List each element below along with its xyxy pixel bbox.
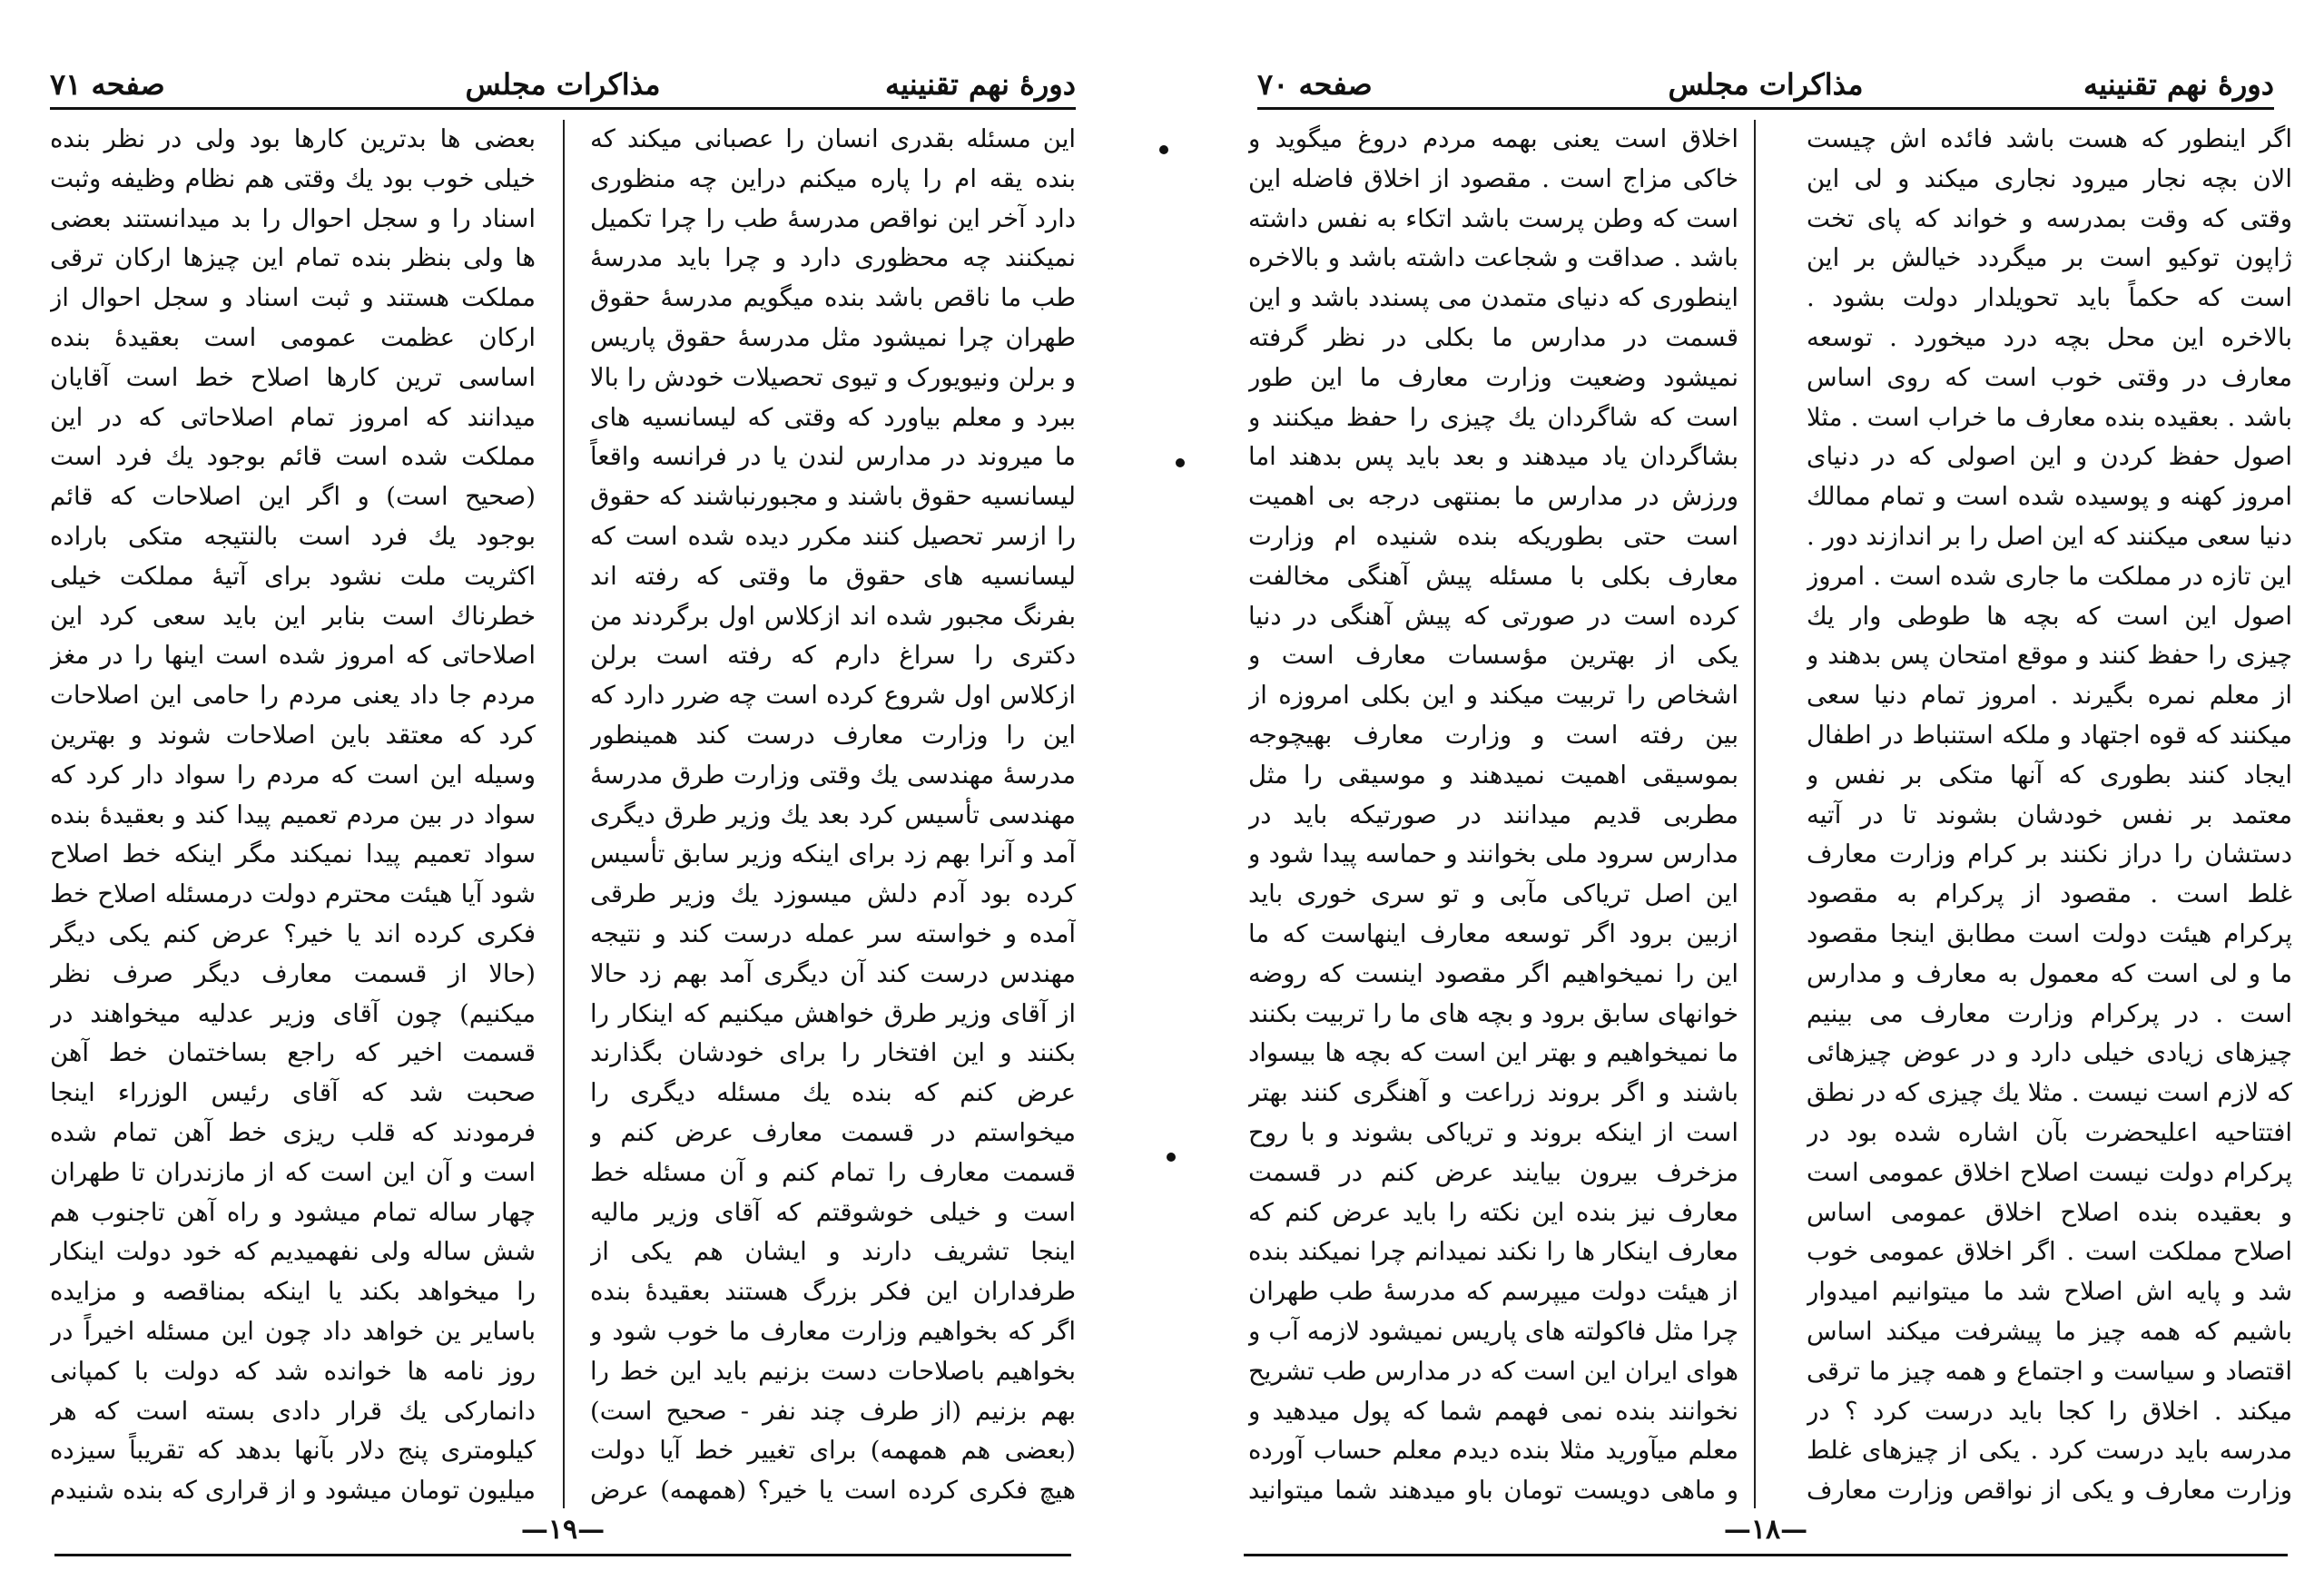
left-header-page-label: صفحه ۷۱ — [50, 67, 165, 102]
right-page-column-left — [1248, 120, 1738, 1508]
left-page-column-left — [50, 120, 536, 1508]
gutter-mark-lower — [1167, 1153, 1176, 1162]
book-gutter — [1139, 0, 1203, 1590]
right-page-column-left-text: اخلاق است یعنی بهمه مردم دروغ میگوید و خاکی مزاج است . مقصود از اخلاق فاضله این است که وطن پرست باشد اتکاء به نفس داشته باشد . صداقت و شجاعت داشته باشد و بالاخره اینطوری که دنیای متمدن می پسندد باشد و این قسمت در مدارس ما بکلی در نظر گرفته نمیشود وضعیت وزارت معارف ما این طور است که شاگردان یك چیزی را حفظ میکنند و بشاگردان یاد میدهند و بعد باید پس بدهند اما ورزش در مدارس ما بمنتهی درجه بی اهمیت است حتی بطوریکه بنده شنیده ام وزارت معارف بکلی با مسئله پیش آهنگی مخالفت کرده است در صورتی که پیش آهنگی در دنیا یکی از بهترین مؤسسات معارف است و اشخاص را تربیت میکند و این بکلی امروزه از بین رفته است و وزارت معارف بهیچوجه بموسیقی اهمیت نمیدهند و موسیقی را مثل مطربی قدیم میدانند در صورتیکه باید در مدارس سرود ملی بخوانند و حماسه پیدا شود و این اصل تریاکی مآبی و تو سری خوری باید ازبین برود اگر توسعه معارف اینهاست که ما این را نمیخواهیم اگر مقصود اینست که روضه خوانهای سابق برود و بچه های ما را تربیت بکنند ما نمیخواهیم و بهتر این است که بچه ها بیسواد باشند و اگر بروند زراعت و آهنگری کنند بهتر است از اینکه بروند و تریاکی بشوند و با روح مزخرف بیرون بیایند عرض کنم در قسمت معارف نیز بنده این نکته را باید عرض کنم که معارف اینکار ها را نکند نمیدانم چرا نمیکند بنده از هیئت دولت میپرسم که مدرسهٔ طب طهران چرا مثل فاکولته های پاریس نمیشود لازمه آب و هوای ایران این است که در مدارس طب تشریح نخوانند بنده نمی فهمم شما که پول میدهید و معلم میآورید مثلا بنده دیدم معلم حساب آورده و ماهی دویست تومان باو میدهند شما میتوانید — [1248, 124, 1738, 1506]
right-header-title: مذاکرات مجلس — [1668, 67, 1864, 102]
right-page-header — [1257, 62, 2274, 110]
left-page-column-left-text: بعضی ها بدترین کارها بود ولی در نظر بنده خیلی خوب بود یك وقتی هم نظام وظیفه وثبت اسناد را و سجل احوال را بد میدانستند بعضی ها ولی بنظر بنده تمام این چیزها ارکان ترقی مملکت هستند و ثبت اسناد و سجل احوال از ارکان عظمت عمومی است بعقیدهٔ بنده اساسی ترین کارها اصلاح خط است آقایان میدانند که امروز تمام اصلاحاتی که در این مملکت شده است قائم بوجود یك فرد است (صحیح است) و اگر این اصلاحات که قائم بوجود یك فرد است بالنتیجه متکی باراده اکثریت ملت نشود برای آتیهٔ مملکت خیلی خطرناك است بنابر این باید سعی کرد این اصلاحاتی که امروز شده است اینها را در مغز مردم جا داد یعنی مردم را حامی این اصلاحات کرد که معتقد باین اصلاحات شوند و بهترین وسیله این است که مردم را سواد دار کرد که سواد در بین مردم تعمیم پیدا کند و بعقیدهٔ بنده سواد تعمیم پیدا نمیکند مگر اینکه خط اصلاح شود آیا هیئت محترم دولت درمسئله اصلاح خط فکری کرده اند یا خیر؟ عرض کنم یکی دیگر (حالا از قسمت معارف دیگر صرف نظر میکنیم) چون آقای وزیر عدلیه میخواهند در قسمت اخیر که راجع بساختمان خط آهن صحبت شد که آقای رئیس الوزراء اینجا فرمودند که قلب ریزی خط آهن تمام شده است و آن این است که از مازندران تا طهران چهار ساله تمام میشود و راه آهن تاجنوب هم شش ساله ولی نفهمیدیم که خود دولت اینکار را میخواهد بکند یا اینکه بمناقصه و مزایده باساير ين خواهد داد چون این مسئله اخیراً در روز نامه ها خوانده شد که دولت با کمپانی دانمارکی یك قرار دادی بسته است که هر کیلومتری پنج دلار بآنها بدهد که تقریباً سیزده میلیون تومان میشود و از قراری که بنده شنیدم — [50, 124, 536, 1506]
right-header-page-label: صفحه ۷۰ — [1257, 67, 1373, 102]
gutter-mark-middle — [1176, 458, 1185, 467]
gutter-mark-top — [1159, 145, 1168, 154]
left-header-title: مذاکرات مجلس — [465, 67, 661, 102]
left-page-header — [50, 62, 1076, 110]
left-page-bottom-rule — [54, 1554, 1071, 1556]
right-page-column-right — [1807, 120, 2292, 1508]
right-page-folio: —۱۸— — [1723, 1514, 1808, 1546]
left-header-session: دورهٔ نهم تقنینیه — [884, 67, 1076, 102]
right-header-session: دورهٔ نهم تقنینیه — [2083, 67, 2274, 102]
right-page-column-divider — [1754, 120, 1756, 1508]
right-page-column-right-text: اگر اینطور که هست باشد فائده اش چیست الان بچه نجار میرود نجاری میکند و لی این وقتی که وقت بمدرسه و خواند که پای تخت ژاپون توکیو است بر میگردد خیالش بر این است که حکماً باید تحویلدار دولت بشود . بالاخره این محل بچه درد میخورد . توسعه معارف در وقتی خوب است که روی اساس باشد . بعقیده بنده معارف ما خراب است . مثلا اصول حفظ کردن و این اصولی که در دنیای امروز کهنه و پوسیده شده است و تمام ممالك دنیا سعی میکنند که این اصل را بر اندازند دور . این تازه در مملکت ما جاری شده است . امروز اصول این است که بچه ها طوطی وار یك چیزی را حفظ کنند و موقع امتحان پس بدهند و از معلم نمره بگیرند . امروز تمام دنیا سعی میکنند که قوه اجتهاد و ملکه استنباط در اطفال ایجاد کنند بطوری که آنها متکی بر نفس و معتمد بر نفس خودشان بشوند تا در آتیه دستشان را دراز نکنند بر کرام وزارت معارف غلط است . مقصود از پرکرام به مقصود پرکرام هیئت دولت است مطابق اینجا مقصود ما و لی است که معمول به معارف و مدارس است . در پرکرام وزارت معارف می بینیم چیزهای زیادی خیلی دارد و در عوض چیزهائی که لازم است نیست . مثلا یك چیزی که در نطق افتتاحیه اعلیحضرت بآن اشاره شده بود در پرکرام دولت نیست اصلاح اخلاق عمومی است و بعقیده بنده اصلاح اخلاق عمومی اساس اصلاح مملکت است . اگر اخلاق عمومی خوب شد و پایه اش اصلاح شد ما میتوانیم امیدوار باشیم که همه چیز ما پیشرفت میکند اساس اقتصاد و سیاست و اجتماع و همه چیز ما ترقی میکند . اخلاق را کجا باید درست کرد ؟ در مدرسه باید درست کرد . یکی از چیزهای غلط وزارت معارف و یکی از نواقص وزارت معارف — [1807, 124, 2292, 1506]
right-page — [1207, 0, 2324, 1590]
left-page-column-right-text: این مسئله بقدری انسان را عصبانی میکند که بنده یقه ام را پاره میکنم دراین چه منظوری دارد آخر این نواقص مدرسهٔ طب را چرا تکمیل نمیکنند چه محظوری دارد و چرا باید مدرسهٔ طب ما ناقص باشد بنده میگویم مدرسهٔ حقوق طهران چرا نمیشود مثل مدرسهٔ حقوق پاریس و برلن ونیویورک و تیوی تحصیلات خودش را بالا ببرد و معلم بیاورد که وقتی که لیسانسیه های ما میروند در مدارس لندن یا در فرانسه واقعاً لیسانسیه حقوق باشند و مجبورنباشند که حقوق را ازسر تحصیل کنند مکرر دیده شده است که لیسانسیه های حقوق ما وقتی که رفته اند بفرنگ مجبور شده اند ازکلاس اول برگردند من دکتری را سراغ دارم که رفته است برلن ازکلاس اول شروع کرده است چه ضرر دارد که این را وزارت معارف درست کند همینطور مدرسهٔ مهندسی یك وقتی وزارت طرق مدرسهٔ مهندسی تأسیس کرد بعد یك وزیر طرق دیگری آمد و آنرا بهم زد برای اینکه وزیر سابق تأسیس کرده بود آدم دلش میسوزد یك وزیر طرقی آمده و خواسته سر عمله درست کند و نتیجه مهندس درست کند آن دیگری آمد بهم زد حالا از آقای وزیر طرق خواهش میکنیم که اینکار را بکنند و این افتخار را برای خودشان بگذارند عرض کنم که بنده یك مسئله دیگری را میخواستم در قسمت معارف عرض کنم و قسمت معارف را تمام کنم و آن مسئله خط است و خیلی خوشوقتم که آقای وزیر مالیه اینجا تشریف دارند و ایشان هم یکی از طرفداران این فکر بزرگ هستند بعقیدهٔ بنده اگر که بخواهیم وزارت معارف ما خوب شود و بخواهیم باصلاحات دست بزنیم باید این خط را بهم بزنیم (از طرف چند نفر - صحیح است) (بعضی هم همهمه) برای تغییر خط آیا دولت هیچ فکری کرده است یا خیر؟ (همهمه) عرض — [590, 124, 1076, 1506]
left-page — [0, 0, 1126, 1590]
left-page-column-right — [590, 120, 1076, 1508]
right-page-bottom-rule — [1244, 1554, 2288, 1556]
left-page-column-divider — [563, 120, 565, 1508]
left-page-folio: —۱۹— — [520, 1514, 606, 1546]
